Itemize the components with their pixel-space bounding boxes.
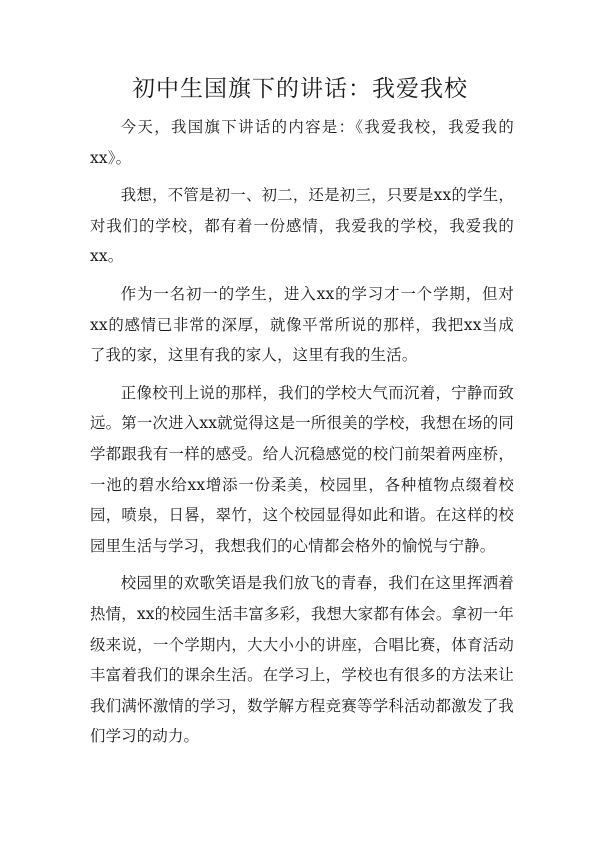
paragraph-1: 今天，我国旗下讲话的内容是：《我爱我校，我爱我的xx》。 [90,118,514,167]
paragraph-2: 我想，不管是初一、初二，还是初三，只要是xx的学生，对我们的学校，都有着一份感情，我爱我的学校，我爱我的xx。 [90,186,514,266]
paragraph-4: 正像校刊上说的那样，我们的学校大气而沉着，宁静而致远。第一次进入xx就觉得这是一所很美的学校，我想在场的同学都跟我有一样的感受。给人沉稳感觉的校门前架着两座桥，一池的碧水给xx增添一份柔美，校园里，各种植物点缀着校园，喷泉，日晷，翠竹，这个校园显得如此和谐。在这样的校园里生活与学习，我想我们的心情都会格外的愉悦与宁静。 [90,383,514,555]
paragraph-3: 作为一名初一的学生，进入xx的学习才一个学期，但对xx的感情已非常的深厚，就像平常所说的那样，我把xx当成了我的家，这里有我的家人，这里有我的生活。 [90,284,514,365]
paragraph-5: 校园里的欢歌笑语是我们放飞的青春，我们在这里挥洒着热情，xx的校园生活丰富多彩，我想大家都有体会。拿初一年级来说，一个学期内，大大小小的讲座，合唱比赛，体育活动丰富着我们的课余生活。在学习上，学校也有很多的方法来让我们满怀激情的学习，数学解方程竞赛等学科活动都激发了我们学习的动力。 [90,574,514,746]
page-title: 初中生国旗下的讲话：我爱我校 [132,76,468,102]
document-body [90,112,514,759]
